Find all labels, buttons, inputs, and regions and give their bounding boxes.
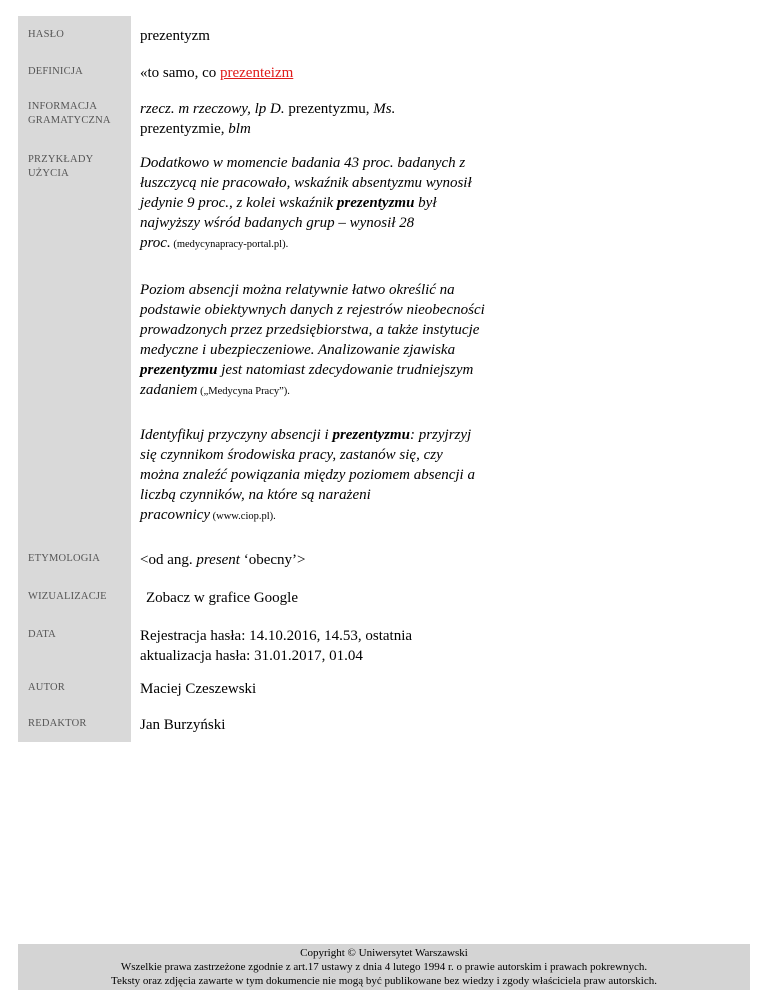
example-source: (www.ciop.pl). [209, 511, 276, 522]
example-text: jedynie 9 proc., z kolei wskaźnik [140, 195, 337, 211]
example-2-line: medyczne i ubezpieczeniowe. Analizowanie zjawiska [140, 342, 456, 358]
example-1-line [140, 193, 520, 213]
example-3 [140, 425, 520, 527]
example-1 [140, 153, 520, 255]
example-2 [140, 280, 520, 402]
example-1-line: łuszczycą nie pracowało, wskaźnik absentyzmu wynosił [140, 175, 472, 191]
example-keyword: prezentyzmu [140, 362, 218, 378]
example-2-line: prowadzonych przez przedsiębiorstwa, a także instytucje [140, 322, 480, 338]
label-wizualizacje: WIZUALIZACJE [28, 591, 107, 602]
usage-line: Teksty oraz zdjęcia zawarte w tym dokumencie nie mogą być publikowane bez wiedzy i zgody właściciela praw autorskich. [111, 975, 657, 987]
google-images-link[interactable]: Zobacz w grafice Google [146, 590, 299, 606]
rights-line: Wszelkie prawa zastrzeżone zgodnie z art.17 ustawy z dnia 4 lutego 1994 r. o prawie autorskim i prawach pokrewnych. [120, 961, 648, 973]
grammar-part3: Ms. [373, 101, 396, 117]
grammar-part5: blm [228, 121, 251, 137]
example-1-line: najwyższy wśród badanych grup – wynosił 28 [140, 215, 415, 231]
example-text: jest natomiast zdecydowanie trudniejszym [217, 362, 474, 378]
example-2-line: Poziom absencji można relatywnie łatwo określić na [140, 282, 455, 298]
grammar-info [140, 99, 520, 139]
date-line: aktualizacja hasła: 31.01.2017, 01.04 [140, 648, 363, 664]
editor: Jan Burzyński [140, 717, 226, 733]
grammar-part4: prezentyzmie, [140, 121, 229, 137]
example-2-line [140, 380, 520, 402]
example-source: (medycynapracy-portal.pl). [170, 239, 289, 250]
etymology [140, 550, 520, 570]
example-text: Identyfikuj przyczyny absencji i [140, 427, 333, 443]
label-redaktor: REDAKTOR [28, 718, 87, 729]
example-3-line: się czynnikom środowiska pracy, zastanów się, czy [140, 447, 443, 463]
label-przyklady-line1: PRZYKŁADY [28, 154, 94, 165]
example-3-line [140, 425, 520, 445]
label-przyklady-uzycia [28, 153, 128, 181]
label-informacja-line1: INFORMACJA [28, 101, 98, 112]
label-przyklady-line2: UŻYCIA [28, 168, 69, 179]
label-haslo: HASŁO [28, 29, 65, 40]
example-3-line: liczbą czynników, na które są narażeni [140, 487, 371, 503]
example-keyword: prezentyzmu [332, 427, 410, 443]
copyright-footer [18, 944, 750, 990]
label-data: DATA [28, 629, 56, 640]
etymology-suffix: ‘obecny’> [239, 552, 306, 568]
example-text: zadaniem [140, 382, 198, 398]
label-definicja: DEFINICJA [28, 66, 83, 77]
example-3-line: można znaleźć powiązania między poziomem absencji a [140, 467, 475, 483]
example-text: : przyjrzyj [409, 427, 472, 443]
example-text: był [414, 195, 437, 211]
grammar-part1: rzecz. m rzeczowy, lp D. [140, 101, 285, 117]
grammar-part2: prezentyzmu, [284, 101, 374, 117]
example-source: („Medycyna Pracy”). [197, 386, 290, 397]
example-keyword: prezentyzmu [336, 195, 415, 211]
copyright-line: Copyright © Uniwersytet Warszawski [300, 947, 468, 959]
example-3-line [140, 505, 520, 527]
etymology-prefix: <od ang. [140, 552, 197, 568]
example-2-line: podstawie obiektywnych danych z rejestrów nieobecności [140, 302, 485, 318]
definition [140, 63, 520, 83]
label-etymologia: ETYMOLOGIA [28, 553, 100, 564]
etymology-word: present [196, 552, 240, 568]
example-1-line: Dodatkowo w momencie badania 43 proc. badanych z [140, 155, 466, 171]
headword: prezentyzm [140, 28, 210, 44]
example-text: pracownicy [140, 507, 210, 523]
date-line: Rejestracja hasła: 14.10.2016, 14.53, ostatnia [140, 628, 413, 644]
definition-link[interactable]: prezenteizm [220, 65, 294, 81]
label-informacja-line2: GRAMATYCZNA [28, 115, 111, 126]
author: Maciej Czeszewski [140, 681, 257, 697]
example-text: proc. [140, 235, 171, 251]
label-informacja-gramatyczna [28, 100, 128, 128]
definition-prefix: «to samo, co [140, 65, 220, 81]
date-info [140, 626, 520, 666]
label-autor: AUTOR [28, 682, 65, 693]
example-2-line [140, 360, 520, 380]
example-1-line [140, 233, 520, 255]
